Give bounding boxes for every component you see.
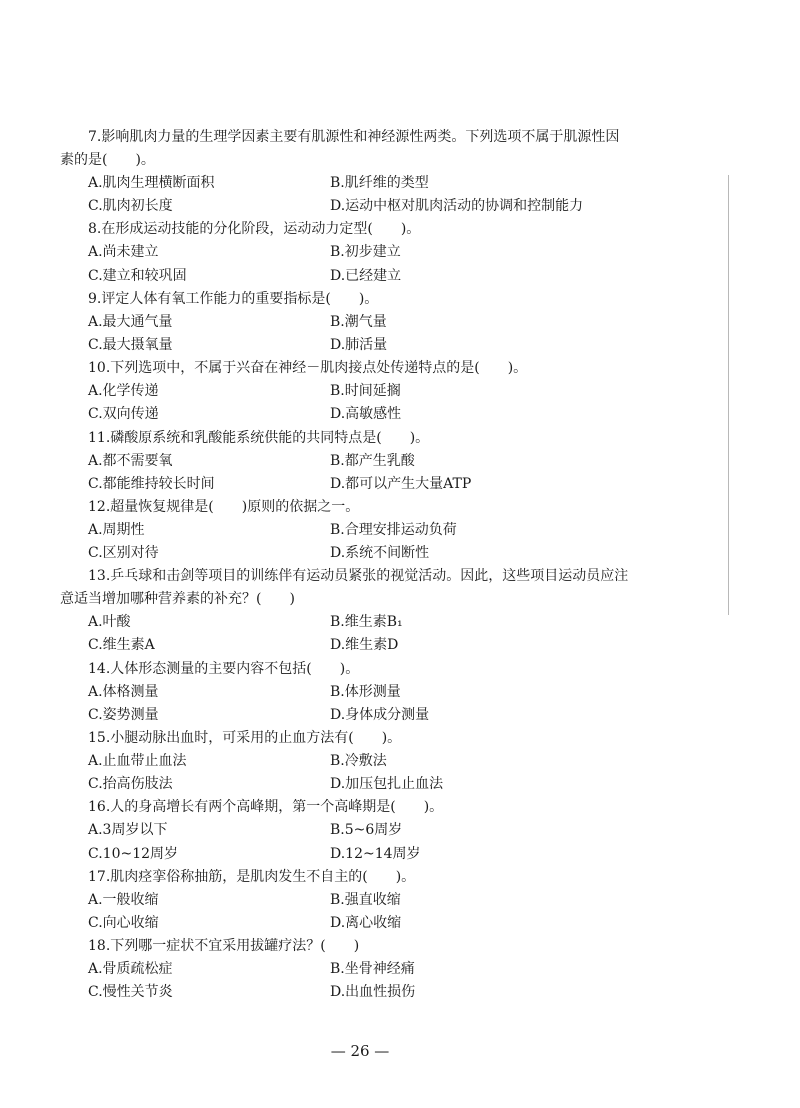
option-d: D.已经建立 [330,267,402,284]
question-stem: 12.超量恢复规律是( )原则的依据之一。 [88,498,360,515]
option-b: B.初步建立 [330,244,401,261]
question-stem: 9.评定人体有氧工作能力的重要指标是( )。 [88,290,379,307]
option-b: B.坐骨神经痛 [330,961,415,978]
question-18 [60,935,680,1004]
question-13 [60,565,680,657]
option-b: B.5~6周岁 [330,822,403,839]
option-c: C.都能维持较长时间 [88,475,215,492]
option-c: C.姿势测量 [88,706,159,723]
option-d: D.高敏感性 [330,406,402,423]
option-c: C.慢性关节炎 [88,984,173,1001]
option-c: C.双向传递 [88,406,159,423]
question-17 [60,866,680,935]
question-9 [60,288,680,357]
option-d: D.出血性损伤 [330,984,416,1001]
question-11 [60,427,680,496]
option-b: B.维生素B₁ [330,614,403,631]
question-8 [60,218,680,287]
option-d: D.都可以产生大量ATP [330,475,472,492]
question-stem: 8.在形成运动技能的分化阶段，运动动力定型( )。 [88,221,421,238]
question-stem: 13.乒乓球和击剑等项目的训练伴有运动员紧张的视觉活动。因此，这些项目运动员应注 [88,568,629,585]
option-a: A.肌肉生理横断面积 [88,175,215,191]
option-c: C.向心收缩 [88,914,159,931]
option-d: D.系统不间断性 [330,545,430,562]
option-a: A.体格测量 [88,683,159,700]
option-c: C.肌肉初长度 [88,198,173,215]
option-c: C.区别对待 [88,545,159,562]
option-a: A.周期性 [88,521,145,538]
question-16 [60,796,680,865]
option-a: A.骨质疏松症 [88,961,173,978]
question-stem: 16.人的身高增长有两个高峰期，第一个高峰期是( )。 [88,799,444,816]
question-12 [60,496,680,565]
option-b: B.强直收缩 [330,891,401,908]
option-a: A.止血带止血法 [88,753,187,769]
scan-edge-line [728,175,729,615]
option-a: A.都不需要氧 [88,452,173,469]
option-d: D.加压包扎止血法 [330,776,444,793]
option-d: D.身体成分测量 [330,706,430,723]
option-c: C.维生素A [88,637,155,654]
option-c: C.最大摄氧量 [88,336,173,353]
option-a: A.3周岁以下 [88,822,168,839]
option-b: B.潮气量 [330,313,387,330]
question-stem: 17.肌肉痉挛俗称抽筋，是肌肉发生不自主的( )。 [88,868,416,885]
option-a: A.最大通气量 [88,313,173,330]
question-stem: 14.人体形态测量的主要内容不包括( )。 [88,660,360,677]
option-d: D.离心收缩 [330,914,402,931]
option-b: B.体形测量 [330,683,401,700]
page-number: — 26 — [330,1042,390,1060]
question-7 [60,126,680,218]
question-stem: 10.下列选项中，不属于兴奋在神经－肌肉接点处传递特点的是( )。 [88,360,528,377]
option-b: B.肌纤维的类型 [330,175,429,191]
question-stem: 7.影响肌肉力量的生理学因素主要有肌源性和神经源性两类。下列选项不属于肌源性因 [88,129,620,145]
option-b: B.冷敷法 [330,753,387,769]
question-10 [60,357,680,426]
option-d: D.运动中枢对肌肉活动的协调和控制能力 [330,198,584,215]
option-d: D.肺活量 [330,336,388,353]
question-14 [60,658,680,727]
option-c: C.抬高伤肢法 [88,776,173,793]
option-a: A.化学传递 [88,383,159,400]
option-a: A.尚未建立 [88,244,159,261]
question-stem-continued: 素的是( )。 [60,152,155,168]
option-b: B.合理安排运动负荷 [330,521,457,538]
option-a: A.叶酸 [88,614,131,631]
question-stem: 11.磷酸原系统和乳酸能系统供能的共同特点是( )。 [88,429,430,446]
option-d: D.12~14周岁 [330,845,421,862]
question-stem-continued: 意适当增加哪种营养素的补充？( ) [60,591,295,608]
question-list [60,126,680,1005]
option-a: A.一般收缩 [88,891,159,908]
option-b: B.时间延搁 [330,383,401,400]
question-15 [60,727,680,796]
option-c: C.建立和较巩固 [88,267,187,284]
question-stem: 18.下列哪一症状不宜采用拔罐疗法？( ) [88,938,360,955]
option-b: B.都产生乳酸 [330,452,415,469]
option-c: C.10~12周岁 [88,845,179,862]
option-d: D.维生素D [330,637,399,654]
question-stem: 15.小腿动脉出血时，可采用的止血方法有( )。 [88,730,402,746]
